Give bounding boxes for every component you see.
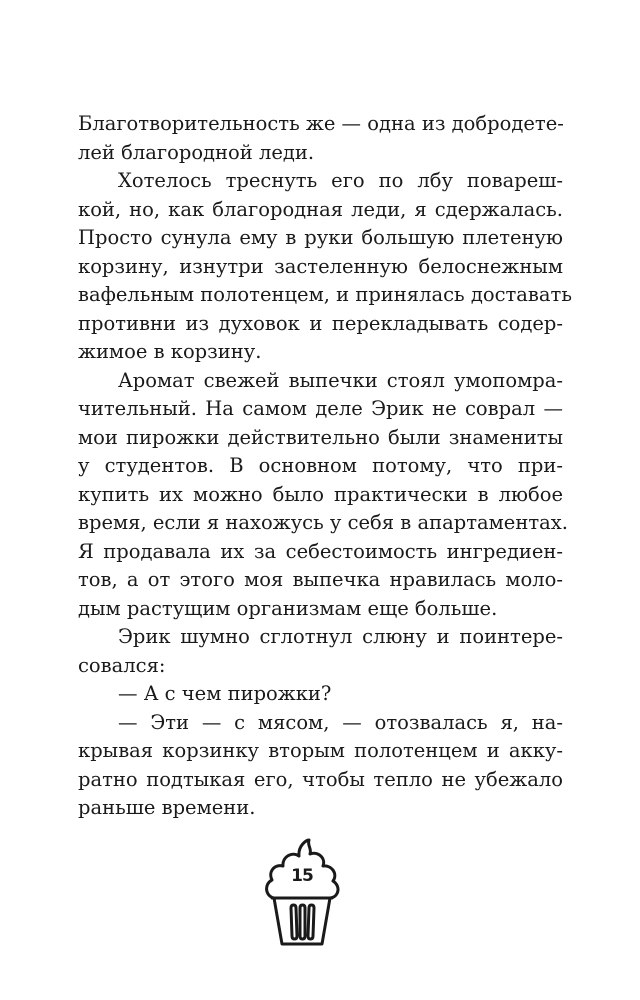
text-line: ратно подтыкая его, чтобы тепло не убежало bbox=[78, 767, 563, 791]
text-line: противни из духовок и перекладывать содер- bbox=[78, 311, 563, 335]
text-line: корзину, изнутри застеленную белоснежным bbox=[78, 254, 563, 278]
text-line: раньше времени. bbox=[78, 796, 256, 819]
text-line: мои пирожки действительно были знамениты bbox=[78, 425, 563, 449]
text-line: время, если я нахожусь у себя в апартаментах. bbox=[78, 511, 568, 534]
cupcake-icon bbox=[262, 836, 342, 948]
text-line: дым растущим организмам еще больше. bbox=[78, 596, 498, 620]
text-line: Аромат свежей выпечки стоял умопомра- bbox=[118, 368, 563, 392]
text-line: Я продавала их за себестоимость ингредиен- bbox=[78, 539, 563, 563]
book-text bbox=[78, 110, 572, 823]
text-line: Хотелось треснуть его по лбу повареш- bbox=[118, 169, 563, 192]
text-line: купить их можно было практически в любое bbox=[78, 482, 563, 506]
text-line: Просто сунула ему в руки большую плетеную bbox=[78, 226, 563, 249]
text-line: Благотворительность же — одна из добродете- bbox=[78, 112, 564, 135]
text-line: крывая корзинку вторым полотенцем и акку- bbox=[78, 739, 563, 762]
page-number: 15 bbox=[291, 866, 313, 886]
text-line: жимое в корзину. bbox=[78, 340, 262, 363]
text-line: чительный. На самом деле Эрик не соврал — bbox=[78, 397, 563, 420]
text-line: тов, а от этого моя выпечка нравилась моло- bbox=[78, 568, 563, 591]
text-line: Эрик шумно сглотнул слюну и поинтере- bbox=[118, 625, 563, 648]
text-line: совался: bbox=[78, 653, 166, 677]
text-line: лей благородной леди. bbox=[78, 140, 315, 164]
text-line: — Эти — с мясом, — отозвалась я, на- bbox=[118, 710, 563, 734]
text-line: кой, но, как благородная леди, я сдержалась. bbox=[78, 197, 563, 221]
text-line: у студентов. В основном потому, что при- bbox=[78, 454, 563, 477]
text-line: вафельным полотенцем, и принялась доставать bbox=[78, 283, 572, 306]
text-line: — А с чем пирожки? bbox=[118, 682, 332, 705]
